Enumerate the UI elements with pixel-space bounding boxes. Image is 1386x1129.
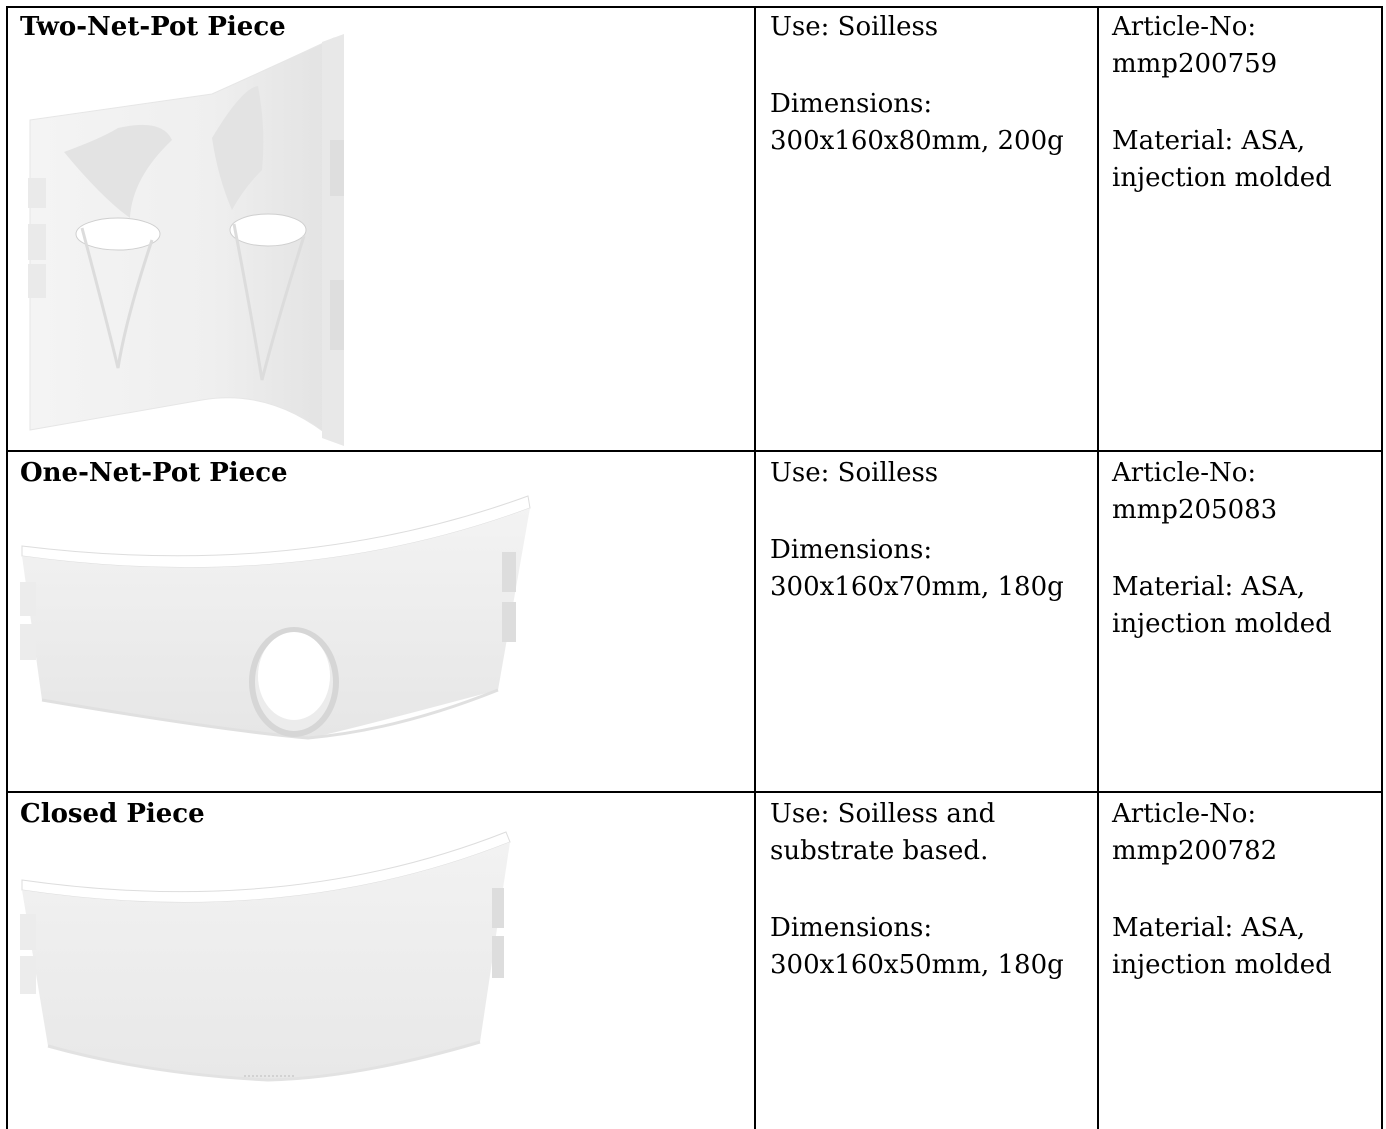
material-label: Material: ASA, xyxy=(1112,126,1306,156)
piece-title: One-Net-Pot Piece xyxy=(20,458,288,488)
material-value: injection molded xyxy=(1112,609,1332,639)
article-value: mmp205083 xyxy=(1112,495,1278,525)
table-divider-col2 xyxy=(1097,6,1099,1129)
material-label: Material: ASA, xyxy=(1112,913,1306,943)
table-border-right xyxy=(1381,6,1383,1129)
article-value: mmp200782 xyxy=(1112,836,1278,866)
article-label: Article-No: xyxy=(1112,799,1257,829)
two-net-pot-piece-image xyxy=(22,28,362,448)
material-label: Material: ASA, xyxy=(1112,572,1306,602)
table-border-left xyxy=(6,6,8,1129)
dimensions-value: 300x160x80mm, 200g xyxy=(770,126,1064,156)
dimensions-value: 300x160x70mm, 180g xyxy=(770,572,1064,602)
dimensions-label: Dimensions: xyxy=(770,913,933,943)
closed-piece-image xyxy=(18,828,518,1128)
piece-title: Closed Piece xyxy=(20,799,205,829)
dimensions-value: 300x160x50mm, 180g xyxy=(770,950,1064,980)
table-border-top xyxy=(6,6,1383,8)
article-label: Article-No: xyxy=(1112,458,1257,488)
table-row-divider-1 xyxy=(6,450,1383,452)
table-row-divider-2 xyxy=(6,791,1383,793)
use-text-line-2: substrate based. xyxy=(770,836,989,866)
dimensions-label: Dimensions: xyxy=(770,535,933,565)
one-net-pot-piece-image xyxy=(18,490,538,790)
use-text-line-1: Use: Soilless and xyxy=(770,799,996,829)
material-value: injection molded xyxy=(1112,950,1332,980)
article-value: mmp200759 xyxy=(1112,49,1278,79)
dimensions-label: Dimensions: xyxy=(770,89,933,119)
piece-title: Two-Net-Pot Piece xyxy=(20,12,286,42)
article-label: Article-No: xyxy=(1112,12,1257,42)
material-value: injection molded xyxy=(1112,163,1332,193)
use-text: Use: Soilless xyxy=(770,12,939,42)
use-text: Use: Soilless xyxy=(770,458,939,488)
table-divider-col1 xyxy=(754,6,756,1129)
